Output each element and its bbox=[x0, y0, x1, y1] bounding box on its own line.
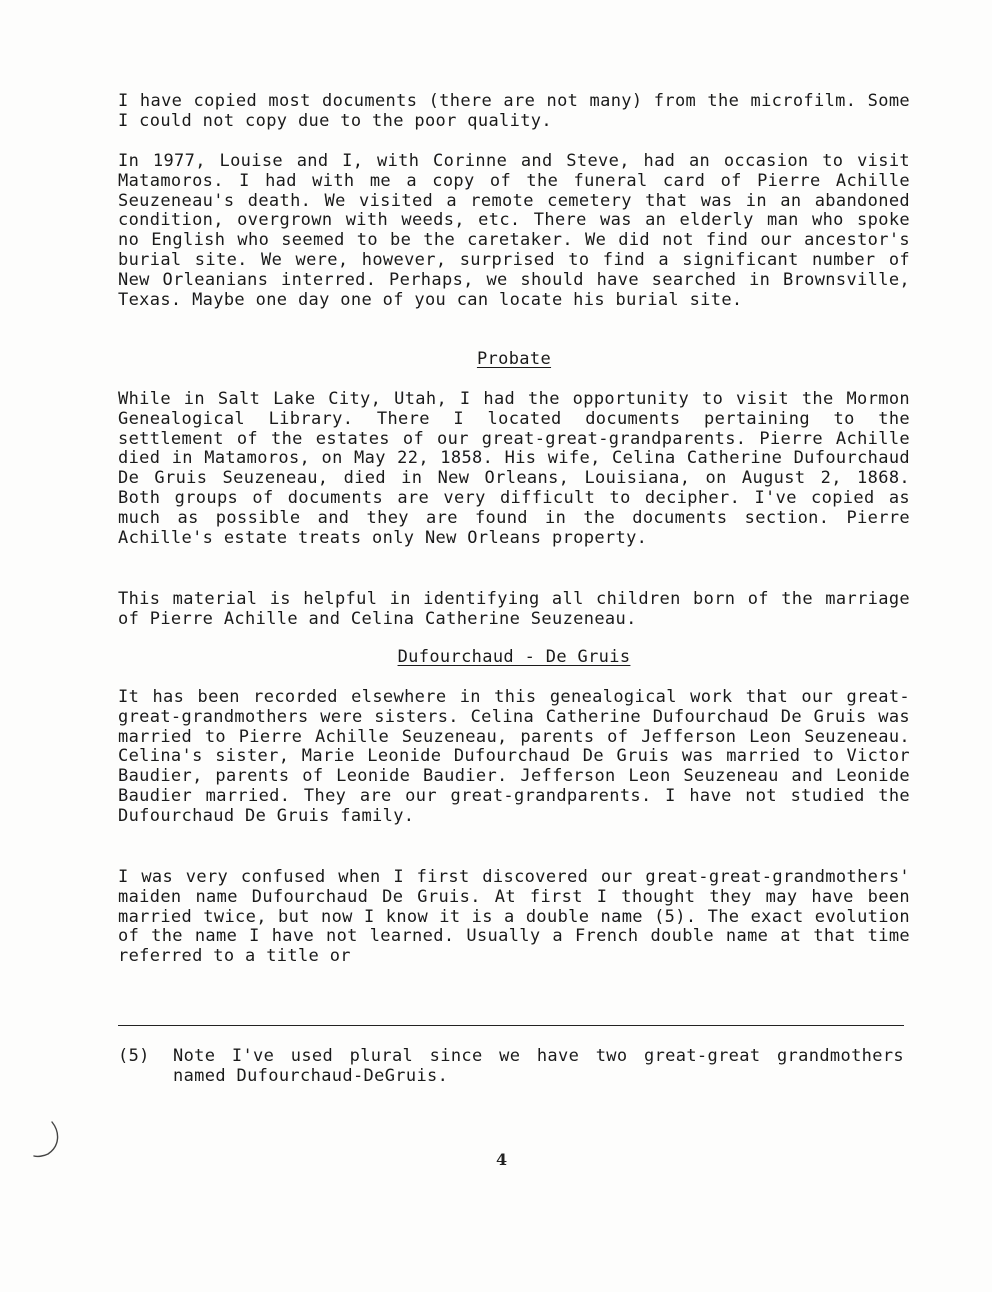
footnote-text: Note I've used plural since we have two great-great grandmothers named Dufourchaud-DeGruis. bbox=[173, 1046, 904, 1086]
footnote-divider bbox=[118, 1025, 904, 1026]
paragraph-double-name: I was very confused when I first discovered our great-great-grandmothers' maiden name Dufourchaud De Gruis. At first I thought they may have been married twice, but now I know it is a double name (5). The exact evolution of the name I have not learned. Usually a French double name at that time referred to a title or bbox=[118, 867, 910, 967]
heading-dufourchaud-de-gruis: Dufourchaud - De Gruis bbox=[397, 647, 631, 667]
paragraph-salt-lake-city: While in Salt Lake City, Utah, I had the opportunity to visit the Mormon Genealogical Library. There I located documents pertaining to the settlement of the estates of our great-great-grandparents. Pierre Achille died in Matamoros, on May 22, 1858. His wife, Celina Catherine Dufourchaud De Gruis Seuzeneau, died in New Orleans, Louisiana, on August 2, 1868. Both groups of documents are very difficult to decipher. I've copied as much as possible and they are found in the documents section. Pierre Achille's estate treats only New Orleans property. bbox=[118, 389, 910, 548]
paragraph-matamoros-visit: In 1977, Louise and I, with Corinne and Steve, had an occasion to visit Matamoros. I had with me a copy of the funeral card of Pierre Achille Seuzeneau's death. We visited a remote cemetery that was in an abandoned condition, overgrown with weeds, etc. There was an elderly man who spoke no English who seemed to be the caretaker. We did not find our ancestor's burial site. We were, however, surprised to find a significant number of New Orleanians interred. Perhaps, we should have searched in Brownsville, Texas. Maybe one day one of you can locate his burial site. bbox=[118, 151, 910, 310]
paragraph-material-helpful: This material is helpful in identifying all children born of the marriage of Pierre Achille and Celina Catherine Seuzeneau. bbox=[118, 589, 910, 629]
footnote-mark: (5) bbox=[118, 1046, 150, 1066]
paragraph-microfilm: I have copied most documents (there are not many) from the microfilm. Some I could not copy due to the poor quality. bbox=[118, 91, 910, 131]
heading-probate: Probate bbox=[476, 349, 552, 369]
margin-bracket-mark bbox=[30, 1118, 64, 1160]
paragraph-great-great-grandmothers: It has been recorded elsewhere in this genealogical work that our great-great-grandmothers were sisters. Celina Catherine Dufourchaud De Gruis was married to Pierre Achille Seuzeneau, parents of Jefferson Leon Seuzeneau. Celina's sister, Marie Leonide Dufourchaud De Gruis was married to Victor Baudier, parents of Leonide Baudier. Jefferson Leon Seuzeneau and Leonide Baudier married. They are our great-grandparents. I have not studied the Dufourchaud De Gruis family. bbox=[118, 687, 910, 826]
page-number: 4 bbox=[496, 1150, 508, 1169]
